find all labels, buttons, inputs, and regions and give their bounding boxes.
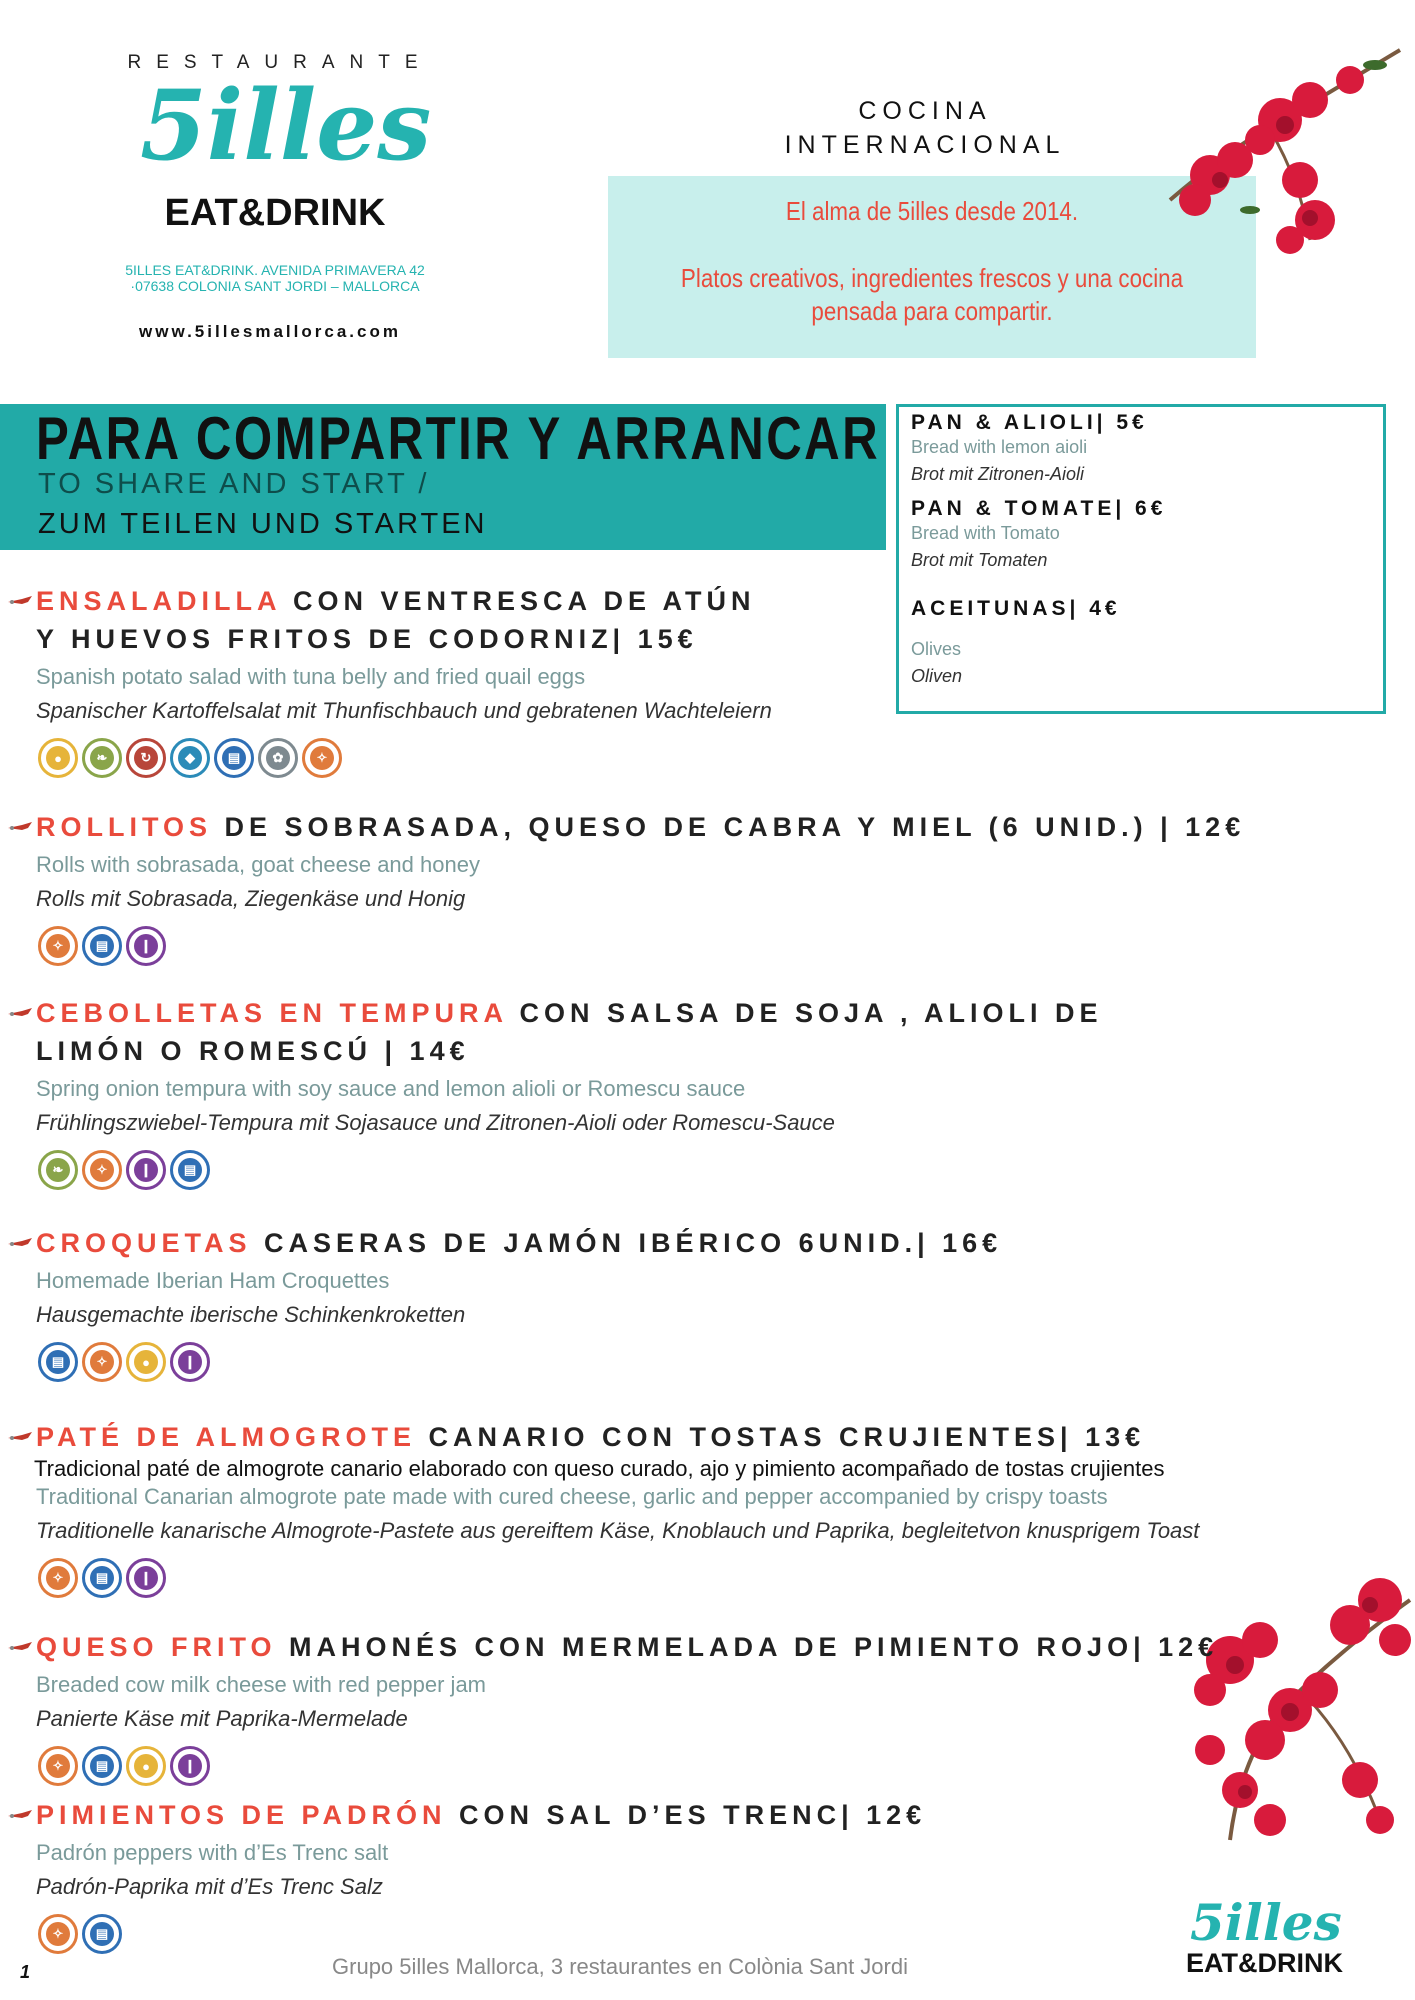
mollusc-allergen-icon: ✿ xyxy=(258,738,298,778)
dish-item xyxy=(8,808,1388,966)
dish-title-rest: MAHONÉS CON MERMELADA DE PIMIENTO ROJO| 12€ xyxy=(276,1632,1219,1662)
footer-text: Grupo 5illes Mallorca, 3 restaurantes en Colònia Sant Jordi xyxy=(332,1954,908,1979)
dish-description-en: Rolls with sobrasada, goat cheese and honey xyxy=(36,852,480,877)
side-item xyxy=(911,497,1166,571)
tagline-description-line-1: Platos creativos, ingredientes frescos y una cocina xyxy=(680,263,1184,293)
dish-description-en: Spanish potato salad with tuna belly and fried quail eggs xyxy=(36,664,586,689)
side-item-de: Brot mit Tomaten xyxy=(911,550,1048,570)
mustard-allergen-icon: ❧ xyxy=(38,1150,78,1190)
dish-title-highlight: QUESO FRITO xyxy=(36,1632,277,1662)
dish-title-rest: CASERAS DE JAMÓN IBÉRICO 6UNID.| 16€ xyxy=(251,1228,1003,1258)
cuisine-line-2: INTERNACIONAL xyxy=(784,131,1066,159)
dish-title-rest: CON SAL D’ES TRENC| 12€ xyxy=(446,1800,927,1830)
dish-description-es: Tradicional paté de almogrote canario elaborado con queso curado, ajo y pimiento acompañado de tostas crujientes xyxy=(34,1456,1165,1481)
tagline-description-line-2: pensada para compartir. xyxy=(811,296,1053,326)
side-item-en: Bread with Tomato xyxy=(911,523,1060,543)
gluten-allergen-icon: ✧ xyxy=(302,738,342,778)
sulphite-allergen-icon: ❙ xyxy=(170,1342,210,1382)
allergen-icons xyxy=(8,1342,1388,1382)
gluten-allergen-icon: ✧ xyxy=(82,1342,122,1382)
pin-icon xyxy=(8,1810,32,1820)
dish-title xyxy=(8,1224,1388,1262)
dish-description-en: Spring onion tempura with soy sauce and lemon alioli or Romescu sauce xyxy=(36,1076,746,1101)
bougainvillea-flower-top-icon xyxy=(1150,40,1410,280)
gluten-allergen-icon: ✧ xyxy=(38,926,78,966)
dish-title-highlight: CROQUETAS xyxy=(36,1228,252,1258)
milk-allergen-icon: ▤ xyxy=(82,1746,122,1786)
dish-description-de: Padrón-Paprika mit d’Es Trenc Salz xyxy=(36,1874,383,1899)
dish-description-en: Traditional Canarian almogrote pate made with cured cheese, garlic and pepper accompanied by crispy toasts xyxy=(36,1484,1108,1509)
dish-title-rest: CON VENTRESCA DE ATÚN xyxy=(280,586,756,616)
dish-item xyxy=(8,1418,1388,1598)
gluten-allergen-icon: ✧ xyxy=(82,1150,122,1190)
dish-title-highlight: PATÉ DE ALMOGROTE xyxy=(36,1422,416,1452)
footer-logo-eat-drink: EAT&DRINK xyxy=(1186,1948,1343,1978)
cuisine-line-1: COCINA xyxy=(858,97,992,125)
pin-icon xyxy=(8,1642,32,1652)
dish-title xyxy=(8,808,1388,846)
dish-description-de: Rolls mit Sobrasada, Ziegenkäse und Honig xyxy=(36,886,466,911)
mustard-allergen-icon: ❧ xyxy=(82,738,122,778)
allergen-icons xyxy=(8,1150,1388,1190)
section-title: PARA COMPARTIR Y ARRANCAR xyxy=(36,405,881,472)
gluten-allergen-icon: ✧ xyxy=(38,1746,78,1786)
dish-title-rest: CON SALSA DE SOJA , ALIOLI DE xyxy=(507,998,1103,1028)
dish-item xyxy=(8,582,1388,778)
dish-item xyxy=(8,994,1388,1190)
side-item-en: Bread with lemon aioli xyxy=(911,437,1088,457)
allergen-icons xyxy=(8,1914,1388,1954)
address-line-2: ·07638 COLONIA SANT JORDI – MALLORCA xyxy=(130,278,420,294)
allergen-icons xyxy=(8,1746,1388,1786)
side-item-de: Oliven xyxy=(911,666,963,686)
gluten-allergen-icon: ✧ xyxy=(38,1914,78,1954)
pin-icon xyxy=(8,1432,32,1442)
dish-title xyxy=(8,1628,1388,1666)
dish-title-highlight: PIMIENTOS DE PADRÓN xyxy=(36,1800,447,1830)
website-link[interactable]: www.5illesmallorca.com xyxy=(139,322,401,341)
tagline-since: El alma de 5illes desde 2014. xyxy=(785,196,1079,226)
milk-allergen-icon: ▤ xyxy=(82,926,122,966)
address-line-1: 5ILLES EAT&DRINK. AVENIDA PRIMAVERA 42 xyxy=(125,262,425,278)
pin-icon xyxy=(8,822,32,832)
milk-allergen-icon: ▤ xyxy=(82,1914,122,1954)
dish-title xyxy=(8,1796,1388,1834)
side-item-en: Olives xyxy=(911,639,962,659)
gluten-allergen-icon: ✧ xyxy=(38,1558,78,1598)
dish-title xyxy=(8,1418,1388,1456)
dish-description-en: Padrón peppers with d’Es Trenc salt xyxy=(36,1840,389,1865)
logo-script: 5illes xyxy=(140,69,432,182)
egg-allergen-icon: ● xyxy=(126,1342,166,1382)
dish-title-rest-line2: LIMÓN O ROMESCÚ | 14€ xyxy=(36,1036,470,1066)
side-item-name: PAN & TOMATE| 6€ xyxy=(911,497,1167,520)
pin-icon xyxy=(8,596,32,606)
dish-description-de: Traditionelle kanarische Almogrote-Pastete aus gereiftem Käse, Knoblauch und Paprika, begleitetvon knusprigem Toast xyxy=(36,1518,1200,1543)
section-subtitle-en: TO SHARE AND START / xyxy=(38,468,430,500)
dish-description-de: Frühlingszwiebel-Tempura mit Sojasauce und Zitronen-Aioli oder Romescu-Sauce xyxy=(36,1110,835,1135)
dish-item xyxy=(8,1796,1388,1954)
dish-title-rest-line2: Y HUEVOS FRITOS DE CODORNIZ| 15€ xyxy=(36,624,698,654)
milk-allergen-icon: ▤ xyxy=(170,1150,210,1190)
page-number: 1 xyxy=(20,1962,31,1982)
dish-title-rest: DE SOBRASADA, QUESO DE CABRA Y MIEL (6 UNID.) | 12€ xyxy=(212,812,1246,842)
fish-allergen-icon: ◆ xyxy=(170,738,210,778)
dish-title-highlight: ENSALADILLA xyxy=(36,586,281,616)
dish-description-en: Homemade Iberian Ham Croquettes xyxy=(36,1268,390,1293)
egg-allergen-icon: ● xyxy=(38,738,78,778)
cuisine-label xyxy=(700,94,1150,162)
side-item xyxy=(911,411,1148,485)
egg-allergen-icon: ● xyxy=(126,1746,166,1786)
dish-title xyxy=(8,582,1388,658)
side-item-name: ACEITUNAS| 4€ xyxy=(911,597,1121,620)
sulphite-allergen-icon: ❙ xyxy=(126,1558,166,1598)
dish-item xyxy=(8,1628,1388,1786)
dish-title-highlight: CEBOLLETAS EN TEMPURA xyxy=(36,998,508,1028)
tagline-description xyxy=(653,262,1210,328)
footer-logo-script: 5illes xyxy=(1190,1893,1342,1952)
pin-icon xyxy=(8,1238,32,1248)
dish-description-de: Hausgemachte iberische Schinkenkroketten xyxy=(36,1302,466,1327)
allergen-icons xyxy=(8,738,1388,778)
restaurante-label: RESTAURANTE xyxy=(127,52,433,73)
dish-description-en: Breaded cow milk cheese with red pepper jam xyxy=(36,1672,487,1697)
allergen-icons xyxy=(8,1558,1388,1598)
sulphite-allergen-icon: ❙ xyxy=(126,1150,166,1190)
sulphite-allergen-icon: ❙ xyxy=(170,1746,210,1786)
dish-title-highlight: ROLLITOS xyxy=(36,812,213,842)
sulphite-allergen-icon: ❙ xyxy=(126,926,166,966)
dish-item xyxy=(8,1224,1388,1382)
pin-icon xyxy=(8,1008,32,1018)
milk-allergen-icon: ▤ xyxy=(214,738,254,778)
side-item-de: Brot mit Zitronen-Aioli xyxy=(911,464,1085,484)
section-subtitle-de: ZUM TEILEN UND STARTEN xyxy=(38,508,488,540)
logo-eat-drink: EAT&DRINK xyxy=(164,192,386,234)
dish-description-de: Spanischer Kartoffelsalat mit Thunfischbauch und gebratenen Wachteleiern xyxy=(36,698,772,723)
milk-allergen-icon: ▤ xyxy=(82,1558,122,1598)
milk-allergen-icon: ▤ xyxy=(38,1342,78,1382)
dish-title-rest: CANARIO CON TOSTAS CRUJIENTES| 13€ xyxy=(416,1422,1146,1452)
side-item-name: PAN & ALIOLI| 5€ xyxy=(911,411,1148,434)
allergen-icons xyxy=(8,926,1388,966)
crustacean-allergen-icon: ↻ xyxy=(126,738,166,778)
dish-title xyxy=(8,994,1388,1070)
dish-description-de: Panierte Käse mit Paprika-Mermelade xyxy=(36,1706,408,1731)
address xyxy=(100,262,450,294)
